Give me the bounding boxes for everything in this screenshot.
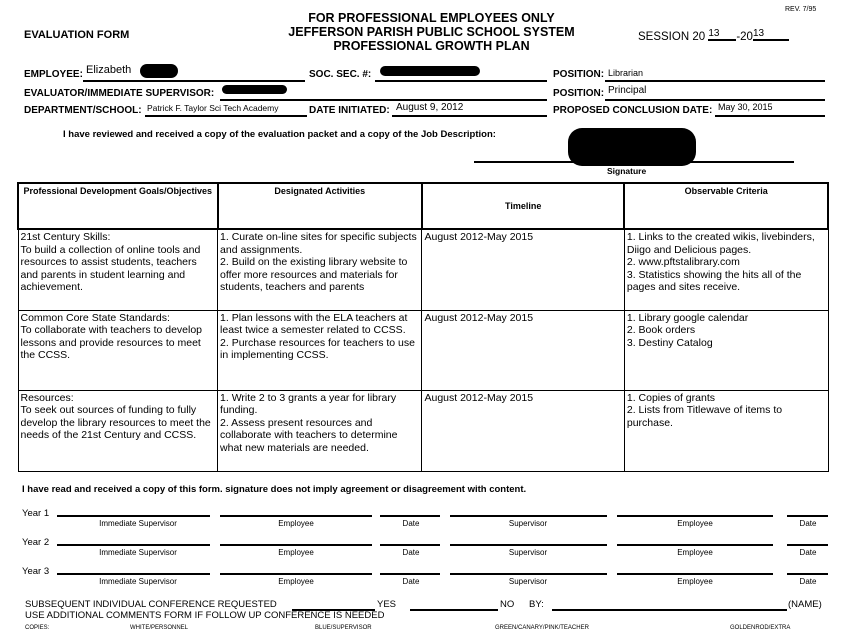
form-title: EVALUATION FORM — [24, 29, 130, 41]
revision: REV. 7/95 — [785, 6, 817, 13]
signature-line-label: Date — [799, 548, 817, 557]
heading-line: JEFFERSON PARISH PUBLIC SCHOOL SYSTEM — [288, 25, 575, 39]
date-initiated-label: DATE INITIATED: — [309, 105, 390, 116]
year-label: Year 1 — [22, 508, 50, 519]
table-row — [18, 390, 828, 471]
heading-line: FOR PROFESSIONAL EMPLOYEES ONLY — [308, 11, 555, 25]
conference-label: SUBSEQUENT INDIVIDUAL CONFERENCE REQUESTED — [25, 599, 277, 610]
goal-cell[interactable]: Resources: To seek out sources of funding to fully develop the library resources to meet the needs of the 21st Century and CCSS. — [18, 390, 218, 471]
signature-line-label: Date — [402, 577, 420, 586]
signature-line[interactable] — [617, 573, 773, 575]
name-label: (NAME) — [788, 599, 822, 610]
redaction — [140, 64, 178, 78]
signature-line-label: Employee — [677, 577, 713, 586]
read-acknowledgement: I have read and received a copy of this form. signature does not imply agreement or disagreement with content. — [22, 484, 527, 495]
signature-line[interactable] — [220, 515, 372, 517]
timeline-cell[interactable]: August 2012-May 2015 — [422, 390, 624, 471]
evaluator-label: EVALUATOR/IMMEDIATE SUPERVISOR: — [24, 88, 215, 99]
signature-line[interactable] — [220, 544, 372, 546]
signature-line[interactable] — [617, 544, 773, 546]
activities-cell[interactable]: 1. Plan lessons with the ELA teachers at least twice a semester related to CCSS. 2. Purchase resources for teachers to use in implementing CCSS. — [218, 310, 422, 390]
position-value[interactable]: Librarian — [608, 68, 644, 78]
signature-line-label: Employee — [677, 519, 713, 528]
session — [638, 28, 789, 43]
signature-line-label: Date — [799, 519, 817, 528]
department-label: DEPARTMENT/SCHOOL: — [24, 105, 142, 116]
copy-white: WHITE/PERSONNEL — [130, 625, 189, 631]
criteria-cell[interactable]: 1. Copies of grants 2. Lists from Titlewave of items to purchase. — [624, 390, 828, 471]
conclusion-label: PROPOSED CONCLUSION DATE: — [553, 105, 713, 116]
session-start[interactable]: 13 — [708, 28, 736, 41]
signature-line-label: Supervisor — [508, 519, 548, 528]
copy-gold: GOLDENROD/EXTRA — [730, 625, 791, 631]
signature-line-label: Employee — [677, 548, 713, 557]
criteria-cell[interactable]: 1. Library google calendar 2. Book orders 3. Destiny Catalog — [624, 310, 828, 390]
signature-label: Signature — [607, 166, 647, 176]
header-activities: Designated Activities — [218, 183, 422, 229]
signature-line[interactable] — [220, 573, 372, 575]
signature-line-label: Immediate Supervisor — [99, 519, 177, 528]
signature-line[interactable] — [450, 515, 607, 517]
signature-line[interactable] — [57, 515, 210, 517]
position-label: POSITION: — [553, 69, 605, 80]
signature-line-label: Supervisor — [508, 548, 548, 557]
year-label: Year 2 — [22, 537, 50, 548]
year-label: Year 3 — [22, 566, 50, 577]
table-row — [18, 229, 828, 310]
date-initiated-value[interactable]: August 9, 2012 — [396, 102, 464, 113]
criteria-cell[interactable]: 1. Links to the created wikis, livebinders, Diigo and Delicious pages. 2. www.pftstalibrary.com 3. Statistics showing the hits all of the pages and sites receive. — [624, 229, 828, 310]
signature-line-label: Employee — [278, 577, 314, 586]
timeline-cell[interactable]: August 2012-May 2015 — [422, 310, 624, 390]
signature-line-label: Date — [402, 519, 420, 528]
signature-line[interactable] — [57, 573, 210, 575]
header-goals: Professional Development Goals/Objectives — [18, 183, 218, 229]
heading-line: PROFESSIONAL GROWTH PLAN — [333, 39, 530, 53]
signature-line-label: Immediate Supervisor — [99, 548, 177, 557]
yes-label: YES — [377, 599, 397, 610]
signature-line[interactable] — [787, 544, 828, 546]
signature-line-label: Immediate Supervisor — [99, 577, 177, 586]
position2-value[interactable]: Principal — [608, 85, 647, 96]
session-sep: -20 — [736, 31, 753, 43]
signature-line[interactable] — [787, 515, 828, 517]
position2-label: POSITION: — [553, 88, 605, 99]
no-label: NO — [500, 599, 515, 610]
copies-label: COPIES: — [25, 625, 50, 631]
signature-line[interactable] — [787, 573, 828, 575]
timeline-cell[interactable]: August 2012-May 2015 — [422, 229, 624, 310]
signature-line[interactable] — [57, 544, 210, 546]
employee-label: EMPLOYEE: — [24, 69, 83, 80]
signature-line-label: Employee — [278, 519, 314, 528]
activities-cell[interactable]: 1. Write 2 to 3 grants a year for library funding. 2. Assess present resources and collaborate with teachers to determine what new materials are needed. — [218, 390, 422, 471]
signature-line[interactable] — [380, 515, 440, 517]
signature-line-label: Employee — [278, 548, 314, 557]
ssn-label: SOC. SEC. #: — [309, 69, 372, 80]
signature-line[interactable] — [450, 544, 607, 546]
signature-line[interactable] — [380, 573, 440, 575]
copy-green: GREEN/CANARY/PINK/TEACHER — [495, 625, 589, 631]
signature-line[interactable] — [450, 573, 607, 575]
comments-note: USE ADDITIONAL COMMENTS FORM IF FOLLOW UP CONFERENCE IS NEEDED — [25, 610, 385, 621]
by-label: BY: — [529, 599, 544, 610]
signature-line-label: Date — [799, 577, 817, 586]
goal-cell[interactable]: Common Core State Standards: To collaborate with teachers to develop lessons and provide resources to meet the CCSS. — [18, 310, 218, 390]
copy-blue: BLUE/SUPERVISOR — [315, 625, 372, 631]
signature-redaction — [568, 128, 696, 166]
session-label: SESSION 20 — [638, 31, 706, 43]
header-criteria: Observable Criteria — [624, 183, 828, 229]
table-row — [18, 310, 828, 390]
signature-line[interactable] — [617, 515, 773, 517]
department-value[interactable]: Patrick F. Taylor Sci Tech Academy — [147, 103, 279, 113]
redaction — [222, 85, 287, 94]
redaction — [380, 66, 480, 76]
employee-value[interactable]: Elizabeth — [86, 64, 132, 76]
signature-line-label: Date — [402, 548, 420, 557]
header-timeline: Timeline — [422, 183, 624, 229]
growth-plan-table — [17, 182, 829, 472]
goal-cell[interactable]: 21st Century Skills: To build a collection of online tools and resources to assist students, teachers and parents in student learning and achievement. — [18, 229, 218, 310]
signature-line[interactable] — [380, 544, 440, 546]
session-end[interactable]: 13 — [753, 28, 789, 41]
conclusion-value[interactable]: May 30, 2015 — [718, 102, 773, 112]
signature-line-label: Supervisor — [508, 577, 548, 586]
acknowledgement: I have reviewed and received a copy of the evaluation packet and a copy of the Job Description: — [63, 129, 496, 140]
activities-cell[interactable]: 1. Curate on-line sites for specific subjects and assignments. 2. Build on the existing library website to offer more resources and materials for students, teachers and parents — [218, 229, 422, 310]
